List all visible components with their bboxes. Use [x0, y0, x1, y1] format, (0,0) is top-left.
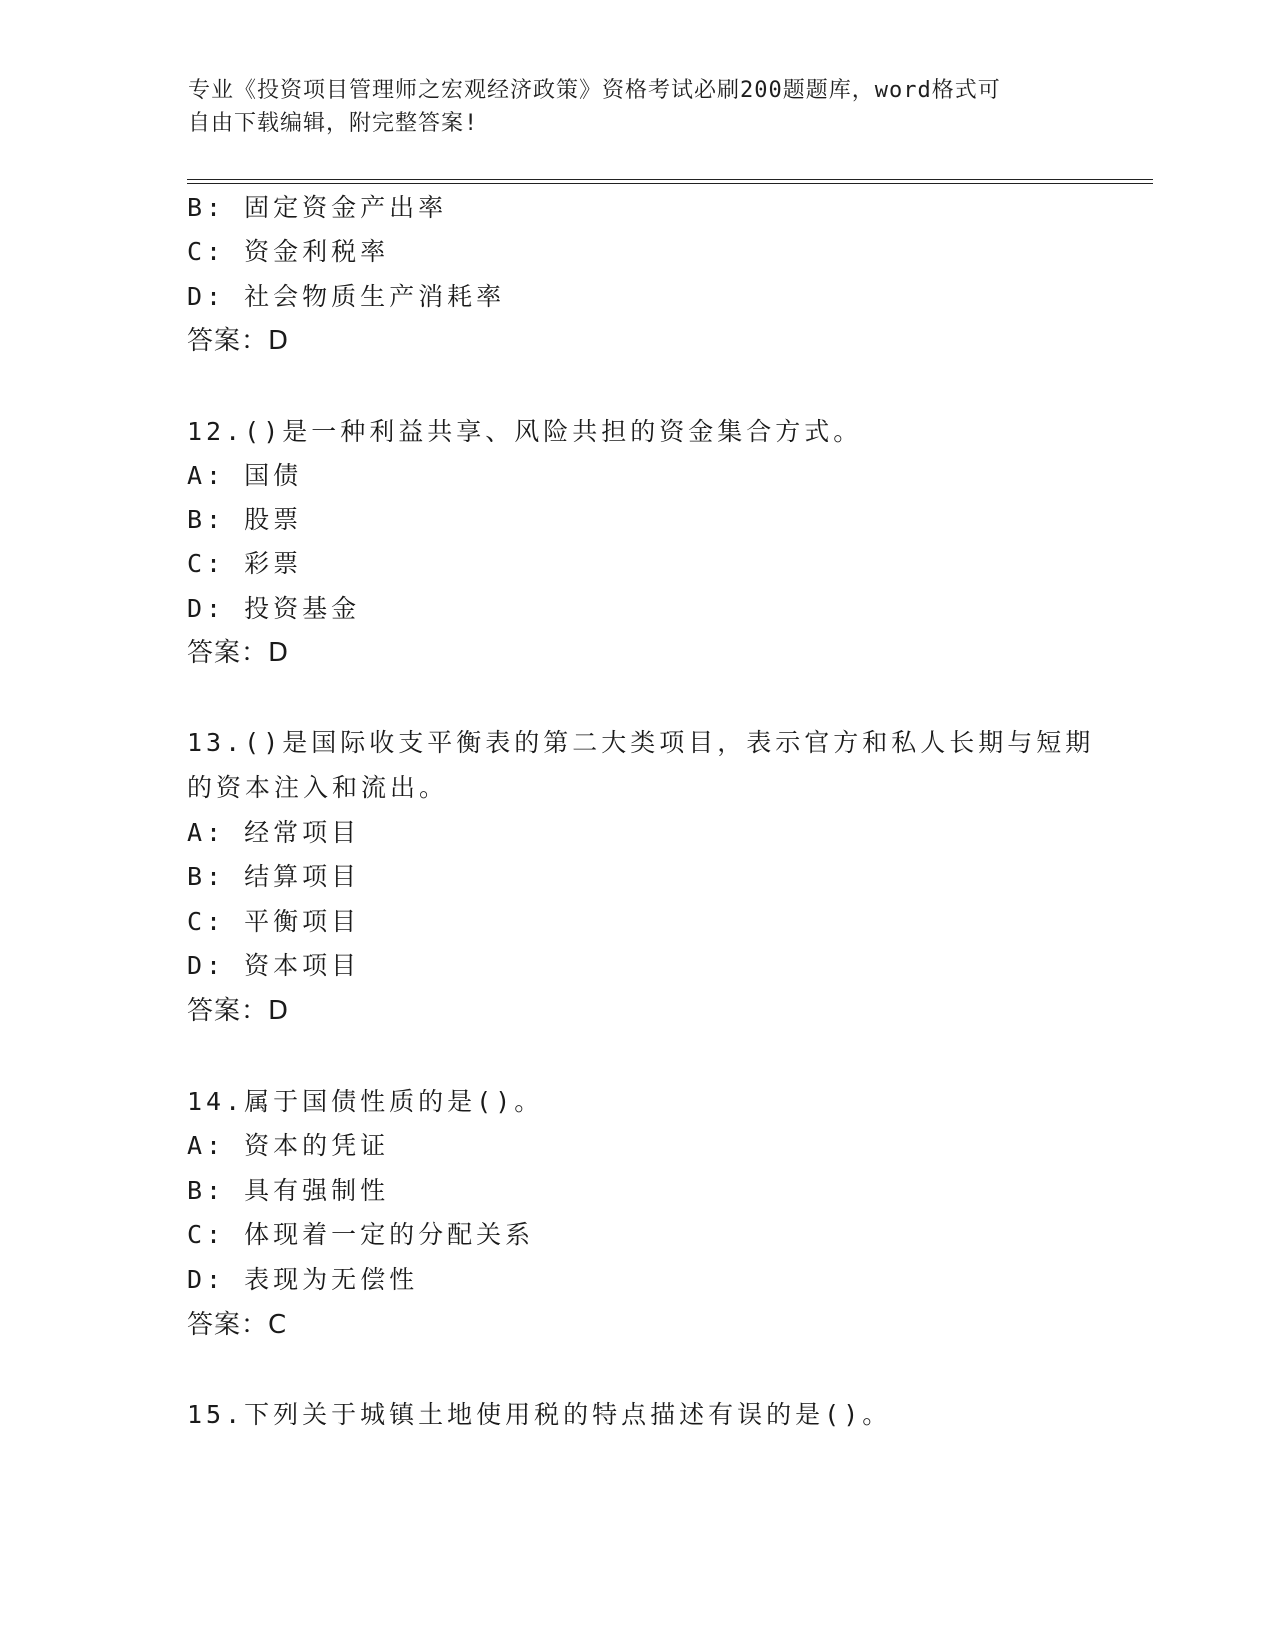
q12-option-c: C: 彩票	[187, 549, 303, 578]
q14-option-a: A: 资本的凭证	[187, 1131, 390, 1160]
document-title	[188, 74, 1088, 140]
q11-option-c: C: 资金利税率	[187, 237, 390, 266]
q11-option-d: D: 社会物质生产消耗率	[187, 282, 506, 311]
q15-stem: 15.下列关于城镇土地使用税的特点描述有误的是()。	[187, 1400, 892, 1429]
q14-option-b: B: 具有强制性	[187, 1176, 390, 1205]
q13-option-c: C: 平衡项目	[187, 907, 361, 936]
q12-option-b: B: 股票	[187, 505, 303, 534]
q13-stem-line-1: 13.()是国际收支平衡表的第二大类项目，表示官方和私人长期与短期	[187, 728, 1095, 757]
title-line-2: 自由下载编辑，附完整答案!	[188, 111, 479, 136]
title-line-1: 专业《投资项目管理师之宏观经济政策》资格考试必刷200题题库，word格式可	[188, 78, 1001, 103]
q12-option-a: A: 国债	[187, 461, 303, 490]
header-divider-top	[187, 179, 1153, 180]
q13-answer: 答案：D	[187, 996, 290, 1026]
q11-option-b: B: 固定资金产出率	[187, 193, 448, 222]
q13-option-b: B: 结算项目	[187, 862, 361, 891]
header-divider-bottom	[187, 183, 1153, 184]
q13-option-d: D: 资本项目	[187, 951, 361, 980]
q12-answer: 答案：D	[187, 638, 290, 668]
q12-stem: 12.()是一种利益共享、风险共担的资金集合方式。	[187, 417, 863, 446]
q14-stem: 14.属于国债性质的是()。	[187, 1087, 544, 1116]
q13-stem-line-2: 的资本注入和流出。	[187, 773, 449, 802]
q12-option-d: D: 投资基金	[187, 594, 361, 623]
q11-answer: 答案：D	[187, 326, 290, 356]
q14-option-d: D: 表现为无偿性	[187, 1265, 419, 1294]
q14-option-c: C: 体现着一定的分配关系	[187, 1220, 535, 1249]
q14-answer: 答案：C	[187, 1310, 288, 1340]
q13-option-a: A: 经常项目	[187, 818, 361, 847]
